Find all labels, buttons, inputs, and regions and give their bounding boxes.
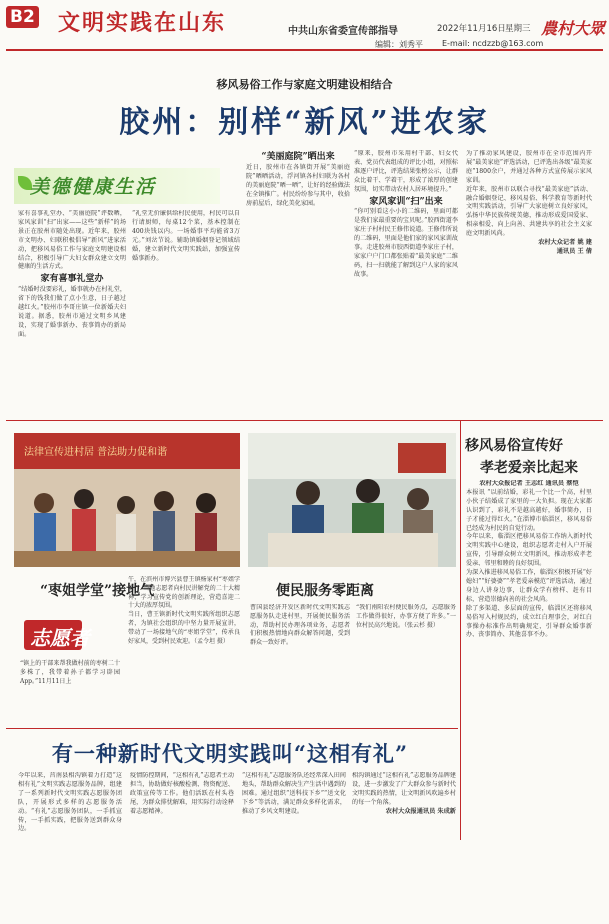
lead-subhead-3: 家风家训“扫”出来 [369,196,443,207]
issue-weekday: 星期三 [505,24,531,34]
bottom-headline: 有一种新时代文明实践叫“这相有礼” [51,741,409,766]
side-body-2: 今年以来，临淄区把移风易俗工作纳入新时代文明实践中心建设，组织志愿者走村入户开展宣传，引导群众树立文明新风，推动形成孝老爱亲、邻里和睦的良好氛围。 [466,533,592,568]
side-rule [460,420,461,840]
lead-sec2a: 近日，胶州市在各镇街开展“美丽庭院”晒晒活动，浮河镇各村妇联为各村的美丽庭院“晒一晒”，让好的经验做法在全镇推广。村民纷纷参与其中，收拾房前屋后，绿化美化家园。 [246,163,350,207]
lead-subhead-2: “美丽庭院”晒出来 [261,152,335,162]
lead-sec3a: “你可别看这小小的二维码，里面可都是我们家最重要的宝贝呢。”胶西街道李家庄子村村民王修伟说道。王修伟所说的二维码，里面是他们家的家风家训故事。走进胶州市胶西街道李家庄子村，家家户户门口都张贴着“最美家庭”二维码，扫一扫就能了解到这户人家的家风故事。 [354,208,458,278]
side-body [466,480,592,910]
issue-date: 2022年11月16日 [437,24,506,34]
side-body-3: 为深入推进移风易俗工作，临淄区积极开展“好媳妇”“好婆婆”“孝老爱亲模范”评选活动，通过身边人讲身边事，让群众学有榜样、赶有目标，营造崇德向善的社会风尚。 [466,569,592,603]
lead-sec1b: “礼堂无价廉供给村民使用，村民可以自行请厨师，每桌12个菜，基本控制在400块钱以内。一场婚事平均能省3万元。”刘岔节说。辅助镇婚姻登记领域结婚，建立新时代文明实践站，加强宣传婚事新办。 [132,210,240,262]
photo1-caption-right-p2: 当日，曹王镇新时代文明实践所组织志愿者，为镇社会组织的中坚力量开展宣讲，带动了一场接地气的“枣姐学堂”，传承良好家风，受到村民欢迎。（孟令坦 摄） [128,611,240,645]
lead-column-3 [246,150,350,410]
photo1-caption: “枣姐学堂”接地气 [40,583,155,599]
photo-jujube-classroom [14,433,240,567]
side-byline-top: 农村大众报记者 王志红 通讯员 蔡恺 [479,480,579,487]
volunteer-stamp-text: 志愿者 [30,626,90,650]
photo-convenience-service-svg [248,433,456,567]
lead-column-2 [132,210,240,410]
side-headline-1: 移风易俗宣传好 [465,438,563,454]
page-number-badge: B2 [6,6,39,28]
lead-byline: 农村大众记者 姚 建 通讯员 王 倩 [538,239,592,255]
lead-column-5 [466,150,592,410]
photo-convenience-service [248,433,456,567]
lead-headline: 胶州：别样“新风”进农家 [119,105,490,140]
bottom-column-2: 疫情防控期间，“这相有礼”志愿者主动担当，协助做好核酸检测、物资配送、政策宣传等工作。他们活跃在村头巷尾，为群众排忧解难，用实际行动诠释着志愿精神。 [130,772,234,815]
column-title: 文明实践在山东 [58,10,227,36]
bottom-byline: 农村大众报通讯员 朱成新 [385,807,456,815]
header-rule [6,49,603,51]
lead-sec3b: 为了推动家风建设，胶州市在全市范围内开展“最美家庭”评选活动，已评选出各级“最美家庭”1800余户，并通过各种方式宣传展示家风家训。 [466,150,592,184]
photo1-caption-left: “镇上的干部来帮我做村前的枣树二十多株了，我带着孙子都学习辟园App。”11月11日上 [20,660,120,685]
bottom-column-1: 今年以来，莒南县相沟镇着力打造“这相有礼”文明实践志愿服务品牌，组建了一系列新时代文明实践志愿服务团队，开展形式多样的志愿服务活动。“有礼”志愿服务团队，一手抓宣传，一手抓实践，把服务送到群众身边。 [18,772,122,833]
lead-subhead-1: 家有喜事礼堂办 [40,274,104,285]
page-header [0,0,609,49]
photo-jujube-classroom-svg [14,433,240,567]
lead-sec2b: “原来，胶州市采用村干部、妇女代表、党员代表组成的评比小组，对照标准逐户评比，评选结果张榜公示，让群众比着干、学着干，形成了浓厚的创建氛围，切实带动农村人居环境提升。” [354,150,458,193]
photo2-body-2: “我们南阳农村便民服务点，志愿服务工作做得很好，办事方便了许多。”一位村民高兴地说。（张云杉 摄） [356,604,456,629]
photo1-caption-right [128,576,240,676]
bottom-column-4 [352,772,456,912]
bottom-column-4-text: 相沟镇通过“这相有礼”志愿服务品牌建设，进一步激发了广大群众参与新时代文明实践的热情，让文明新风吹遍乡村的每一个角落。 [352,772,456,806]
photo2-body: 曹国县经济开发区新时代文明实践志愿服务队走进村里，开展便民服务活动，帮助村民办理各项业务，志愿者们积极热情地向群众解答问题，受到群众一致好评。 [250,604,350,647]
side-headline-2: 孝老爱亲比起来 [480,460,578,476]
side-body-4: 除了多渠道、多层面的宣传，临淄区还将移风易俗写入村规民约，成立红白理事会，对红白事操办标准作出明确规定，引导群众婚事新办、丧事简办、其他喜事不办。 [466,604,592,639]
lead-sec3c: 近年来，胶州市以联合寻找“最美家庭”活动、融合婚姻登记、移风易俗、科学教育等新时代文明实践活动，引导广大家庭树立良好家风，弘扬中华民族传统美德，推动形成爱国爱家、相亲相爱、向上向善、共建共享的社会主义家庭文明新风尚。 [466,185,592,238]
editor-line: 编辑：刘秀平 [375,40,423,49]
section-banner-text: 美德健康生活 [30,176,157,198]
lead-column-1 [18,210,126,410]
section-rule [6,420,603,421]
lead-kicker: 移风易俗工作与家庭文明建设相结合 [216,78,393,91]
email-line: E-mail: ncdzzb@163.com [442,39,544,48]
photo1-caption-right-p1: 午，在滨州市博兴县曹王镇杨家村“枣姐学堂”，当地志愿者向村民讲解党的二十大精神，学习宣传党的创新理论，营造喜迎二十大的浓厚氛围。 [128,576,240,610]
lead-sec1a: “结婚时没要彩礼，婚事就办在村礼堂，省下的钱我们做了点小生意，日子越过越红火。”胶州市李哥庄镇一位新婚夫妇说道。据悉，胶州市通过文明乡风建设，实现了婚事新办、丧事简办的新局面。 [18,286,126,338]
newspaper-logo: 農村大眾 [541,19,606,38]
photo2-caption: 便民服务零距离 [276,583,374,599]
guidance-line: 中共山东省委宣传部指导 [288,26,398,37]
photo1-banner-text: 法律宣传进村居 普法助力促和谐 [24,447,168,458]
lead-intro: 家有喜事礼堂办、“美丽庭院”评数晒，家风家训“扫”出家——这些“新样”的场景正在胶州市随处出现。近年来，胶州市文明办、妇联积极倡导“新风”进家活动，把移风易俗工作与家庭文明建设相结合，积极引导广大妇女群众建立文明健康的生活方式。 [18,210,126,271]
lead-column-4 [354,150,458,410]
bottom-rule [6,728,458,729]
bottom-column-3: “这相有礼”志愿服务队还经常深入田间地头，帮助群众解决生产生活中遇到的困难。通过组织“送科技下乡”“送文化下乡”等活动，满足群众多样化需求，推动了乡风文明建设。 [242,772,346,815]
side-body-1: 本报讯 “以前结婚，彩礼一个比一个高，村里小伙子结婚成了家里的一大负担。现在大家都认识到了，彩礼不是越高越好，婚事简办，日子才能过得红火。”在淄博市临淄区，移风易俗已经成为村民的自觉行动。 [466,488,592,532]
